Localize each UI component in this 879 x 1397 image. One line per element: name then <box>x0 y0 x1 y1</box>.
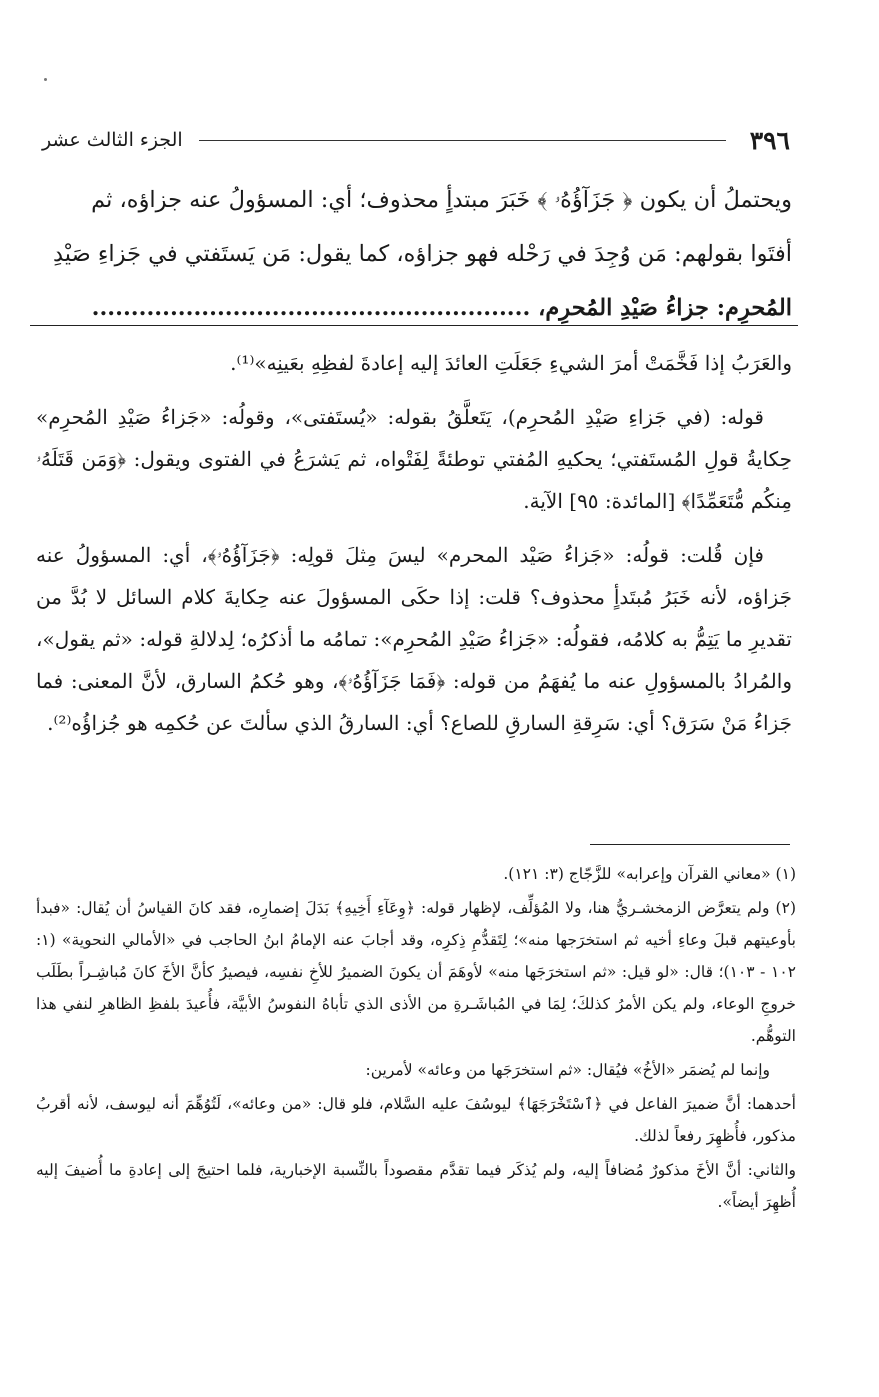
commentary-text <box>36 342 792 756</box>
matn-line: ويحتملُ أن يكون ﴿ جَزَآؤُهُۥ ﴾ خَبَرَ مبتدأٍ محذوف؛ أي: المسؤولُ عنه جزاؤه، ثم <box>91 187 792 213</box>
footnotes <box>36 858 796 1220</box>
commentary-paragraph: والعَرَبُ إذا فَخَّمَتْ أمرَ الشيءِ جَعَلَتِ العائدَ إليه إعادةَ لفظِهِ بعَينِه»⁽¹⁾. <box>230 351 792 375</box>
commentary-paragraph: فإن قُلت: قولُه: «جَزاءُ صَيْد المحرم» ليسَ مِثلَ قولِه: ﴿جَزَآؤُهُۥ﴾، أي: المسؤولُ عنه جَزاؤه، لأنه خَبَرُ مُبتَدأٍ محذوف؟ قلت: إذا حكَى المسؤولَ عنه حِكايةَ كلام السائل لا بُدَّ من تقديرِ ما يَتِمُّ به كلامُه، فقولُه: «جَزاءُ صَيْدِ المُحرِم»: تمامُه ما أذكرُه؛ لِدلالةِ قوله: «ثم يقول»، والمُرادُ بالمسؤولِ عنه ما يُفهَمُ من قوله: ﴿فَمَا جَزَآؤُهُۥ﴾، وهو حُكمُ السارق، لأنَّ المعنى: فما جَزاءُ مَنْ سَرَق؟ أي: سَرِقةِ السارقِ للصاع؟ أي: السارقُ الذي سألتَ عن حُكمِه هو جُزاؤُه⁽²⁾. <box>36 543 792 735</box>
header-rule <box>199 140 726 141</box>
commentary-paragraph: قوله: (في جَزاءِ صَيْدِ المُحرِم)، يَتَعلَّقُ بقوله: «يُستَفتى»، وقولُه: «جَزاءُ صَيْدِ المُحرِم» حِكايةُ قولِ المُستَفتي؛ يحكيهِ المُفتي توطئةً لِفَتْواه، ثم يَشرَعُ في الفتوى ويقول: ﴿وَمَن قَتَلَهُۥ مِنكُم مُّتَعَمِّدًا﴾ [المائدة: ٩٥] الآية. <box>36 405 792 513</box>
scan-speck <box>44 78 47 81</box>
footnote-2: (٢) ولم يتعرَّض الزمخشـريُّ هنا، ولا المُؤلِّف، لإظهار قوله: ﴿وِعَآءِ أَخِيهِ﴾ بَدَلَ إضمارِه، فقد كانَ القياسُ أن يُقال: «فبدأ بأوعيتهم قبلَ وعاءِ أخيه ثم استخرَجها منه»؛ لِتَقدُّمِ ذِكرِه، وقد أجابَ عنه الإمامُ ابنُ الحاجب في «الأمالي النحوية» (١: ١٠٢ - ١٠٣)؛ قال: «لو قيل: «ثم استخرَجَها منه» لأوهَمَ أن يكونَ الضميرُ للأخِ نفسِه، فيصيرُ كأنَّ الأخَ كانَ مُباشِـراً بطَلَب خروجِ الوعاء، ولم يكن الأمرُ كذلكَ؛ لِمَا في المُباشَـرةِ من الأذى الذي تأباهُ النفوسُ الأبيَّة، فأُعيدَ بلفظِ الظاهرِ لنفي هذا التوهُّم. <box>36 899 797 1045</box>
footnote-2-continuation: والثاني: أنَّ الأخَ مذكورٌ مُضافاً إليه، ولم يُذكَر فيما تقدَّم مقصوداً بالنِّسبة الإخبارية، فلما احتيجَ إلى إعادةِ ما أُضيفَ إليه أُظهِرَ أيضاً». <box>36 1161 796 1211</box>
page-header <box>42 120 790 160</box>
matn-line: المُحرِم: جزاءُ صَيْدِ المُحرِم، ........................................................ <box>91 295 792 321</box>
volume-title: الجزء الثالث عشر <box>42 129 183 151</box>
footnote-divider <box>590 844 790 845</box>
matn-text <box>36 173 792 335</box>
footnote-1: (١) «معاني القرآن وإعرابه» للزَّجّاج (٣: ١٢١). <box>503 865 796 883</box>
footnote-2-continuation: وإنما لم يُضمَر «الأخُ» فيُقال: «ثم استخرَجَها من وعائه» لأمرين: <box>365 1061 770 1079</box>
matn-line: أفتَوا بقولهم: مَن وُجِدَ في رَحْله فهو جزاؤه، كما يقول: مَن يَستَفتي في جَزاءِ صَيْدِ <box>52 241 792 267</box>
matn-divider <box>30 325 798 326</box>
footnote-2-continuation: أحدهما: أنَّ ضميرَ الفاعل في ﴿ٱسْتَخْرَجَهَا﴾ ليوسُفَ عليه السَّلام، فلو قال: «من وعائه»، لَتُوُهِّمَ أنه ليوسف، لأنه أقربُ مذكور، فأُظهِرَ رفعاً لذلك. <box>36 1095 796 1145</box>
page-number: ٣٩٦ <box>749 125 790 155</box>
